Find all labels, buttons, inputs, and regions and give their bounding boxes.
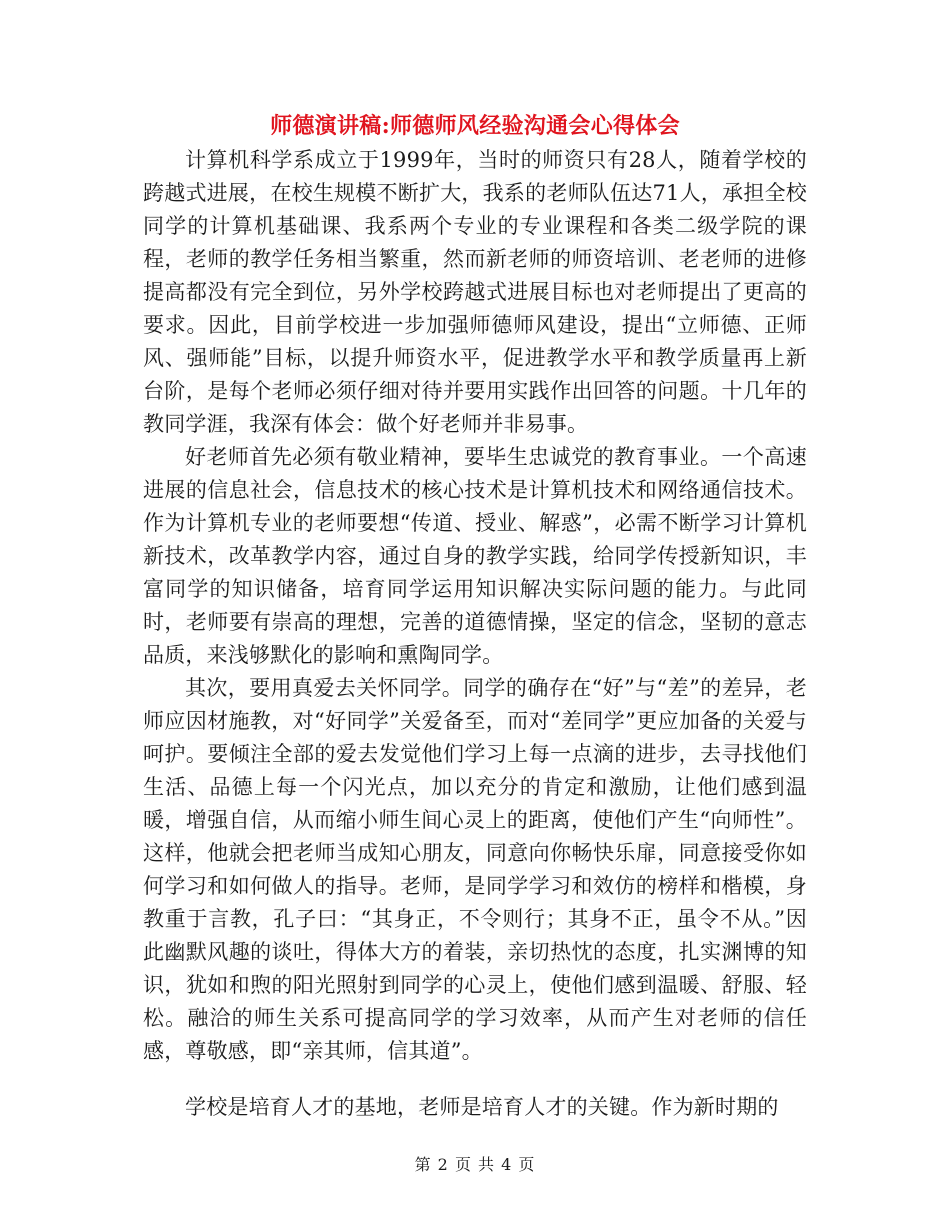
paragraph-dedication: 好老师首先必须有敬业精神，要毕生忠诚党的教育事业。一个高速进展的信息社会，信息技术的核心技术是计算机技术和网络通信技术。作为计算机专业的老师要想“传道、授业、解惑”，必需不断学习计算机新技术，改革教学内容，通过自身的教学实践，给同学传授新知识，丰富同学的知识储备，培育同学运用知识解决实际问题的能力。与此同时，老师要有崇高的理想，完善的道德情操，坚定的信念，坚韧的意志品质，来浅够默化的影响和熏陶同学。 [143, 445, 807, 667]
paragraph-care: 其次，要用真爱去关怀同学。同学的确存在“好”与“差”的差异，老师应因材施教，对“好同学”关爱备至，而对“差同学”更应加备的关爱与呵护。要倾注全部的爱去发觉他们学习上每一点滴的进步，去寻找他们生活、品德上每一个闪光点，加以充分的肯定和激励，让他们感到温暖，增强自信，从而缩小师生间心灵上的距离，使他们产生“向师性”。这样，他就会把老师当成知心朋友，同意向你畅快乐扉，同意接受你如何学习和如何做人的指导。老师，是同学学习和效仿的榜样和楷模，身教重于言教，孔子曰：“其身正，不令则行；其身不正，虽令不从。”因此幽默风趣的谈吐，得体大方的着装，亲切热忱的态度，扎实渊博的知识，犹如和煦的阳光照射到同学的心灵上，使他们感到温暖、舒服、轻松。融洽的师生关系可提高同学的学习效率，从而产生对老师的信任感，尊敬感，即“亲其师，信其道”。 [143, 676, 807, 1063]
paragraph-school: 学校是培育人才的基地，老师是培育人才的关键。作为新时期的 [185, 1095, 779, 1119]
paragraph-intro: 计算机科学系成立于1999年，当时的师资只有28人，随着学校的跨越式进展，在校生规模不断扩大，我系的老师队伍达71人，承担全校同学的计算机基础课、我系两个专业的专业课程和各类二级学院的课程，老师的教学任务相当繁重，然而新老师的师资培训、老老师的进修提高都没有完全到位，另外学校跨越式进展目标也对老师提出了更高的要求。因此，目前学校进一步加强师德师风建设，提出“立师德、正师风、强师能”目标，以提升师资水平，促进教学水平和教学质量再上新台阶，是每个老师必须仔细对待并要用实践作出回答的问题。十几年的教同学涯，我深有体会：做个好老师并非易事。 [143, 148, 807, 436]
page-footer: 第 2 页 共 4 页 [414, 1155, 536, 1174]
document-page [143, 108, 807, 1124]
document-title: 师德演讲稿:师德师风经验沟通会心得体会 [270, 113, 680, 139]
